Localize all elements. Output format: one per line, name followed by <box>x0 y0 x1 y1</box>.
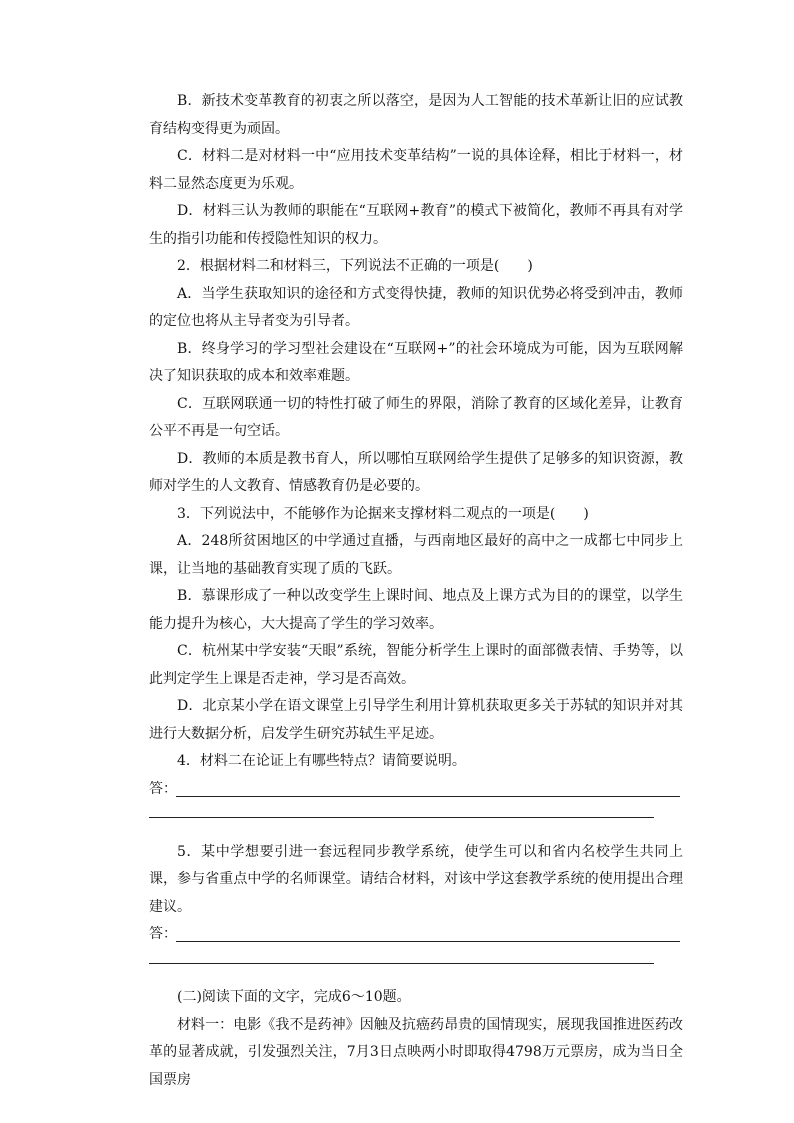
option-a-q2: A．当学生获取知识的途径和方式变得快捷，教师的知识优势必将受到冲击，教师的定位也将从主导者变为引导者。 <box>149 285 683 329</box>
material-one-paragraph: 材料一：电影《我不是药神》因触及抗癌药昂贵的国情现实，展现我国推进医药改革的显著成就，引发强烈关注，7月3日点映两小时即取得4798万元票房，成为当日全国票房 <box>149 1016 683 1088</box>
answer-5-area-line2[interactable] <box>149 949 683 977</box>
answer-4-area-line2[interactable] <box>149 803 683 831</box>
answer-label: 答： <box>149 780 177 797</box>
answer-line[interactable] <box>176 796 680 797</box>
option-c-q3: C．杭州某中学安装“天眼”系统，智能分析学生上课时的面部微表情、手势等，以此判定学生上课是否走神，学习是否高效。 <box>149 643 683 687</box>
option-b-q2: B．终身学习的学习型社会建设在“互联网+”的社会环境成为可能，因为互联网解决了知识获取的成本和效率难题。 <box>149 340 683 384</box>
answer-line[interactable] <box>149 817 654 818</box>
question-4: 4．材料二在论证上有哪些特点？请简要说明。 <box>177 753 466 769</box>
question-5: 5．某中学想要引进一套远程同步教学系统，使学生可以和省内名校学生共同上课，参与省重点中学的名师课堂。请结合材料，对该中学这套教学系统的使用提出合理建议。 <box>149 843 683 915</box>
question-3: 3．下列说法中，不能够作为论据来支撑材料二观点的一项是( ) <box>177 505 589 522</box>
answer-label: 答： <box>149 926 177 942</box>
option-b-q1: B．新技术变革教育的初衷之所以落空，是因为人工智能的技术革新让旧的应试教育结构变得更为顽固。 <box>149 93 683 137</box>
option-c-q2: C．互联网联通一切的特性打破了师生的界限，消除了教育的区域化差异，让教育公平不再是一句空话。 <box>149 395 683 439</box>
option-b-q3: B．慕课形成了一种以改变学生上课时间、地点及上课方式为目的的课堂，以学生能力提升为核心，大大提高了学生的学习效率。 <box>149 588 683 632</box>
option-d-q3: D．北京某小学在语文课堂上引导学生利用计算机获取更多关于苏轼的知识并对其进行大数据分析，启发学生研究苏轼生平足迹。 <box>149 698 683 742</box>
question-2: 2．根据材料二和材料三，下列说法不正确的一项是( ) <box>177 258 533 274</box>
option-c-q1: C．材料二是对材料一中“应用技术变革结构”一说的具体诠释，相比于材料一，材料二显然态度更为乐观。 <box>149 148 683 192</box>
option-d-q2: D．教师的本质是教书育人，所以哪怕互联网给学生提供了足够多的知识资源，教师对学生的人文教育、情感教育仍是必要的。 <box>149 450 683 494</box>
answer-line[interactable] <box>149 963 654 964</box>
document-body <box>149 88 683 1094</box>
option-a-q3: A．248所贫困地区的中学通过直播，与西南地区最好的高中之一成都七中同步上课，让当地的基础教育实现了质的飞跃。 <box>149 533 683 577</box>
option-d-q1: D．材料三认为教师的职能在“互联网+教育”的模式下被简化，教师不再具有对学生的指引功能和传授隐性知识的权力。 <box>149 203 683 247</box>
section-heading: (二)阅读下面的文字，完成6～10题。 <box>177 989 411 1005</box>
answer-line[interactable] <box>176 941 680 942</box>
answer-4-area[interactable] <box>149 776 683 804</box>
answer-5-area[interactable] <box>149 921 683 949</box>
